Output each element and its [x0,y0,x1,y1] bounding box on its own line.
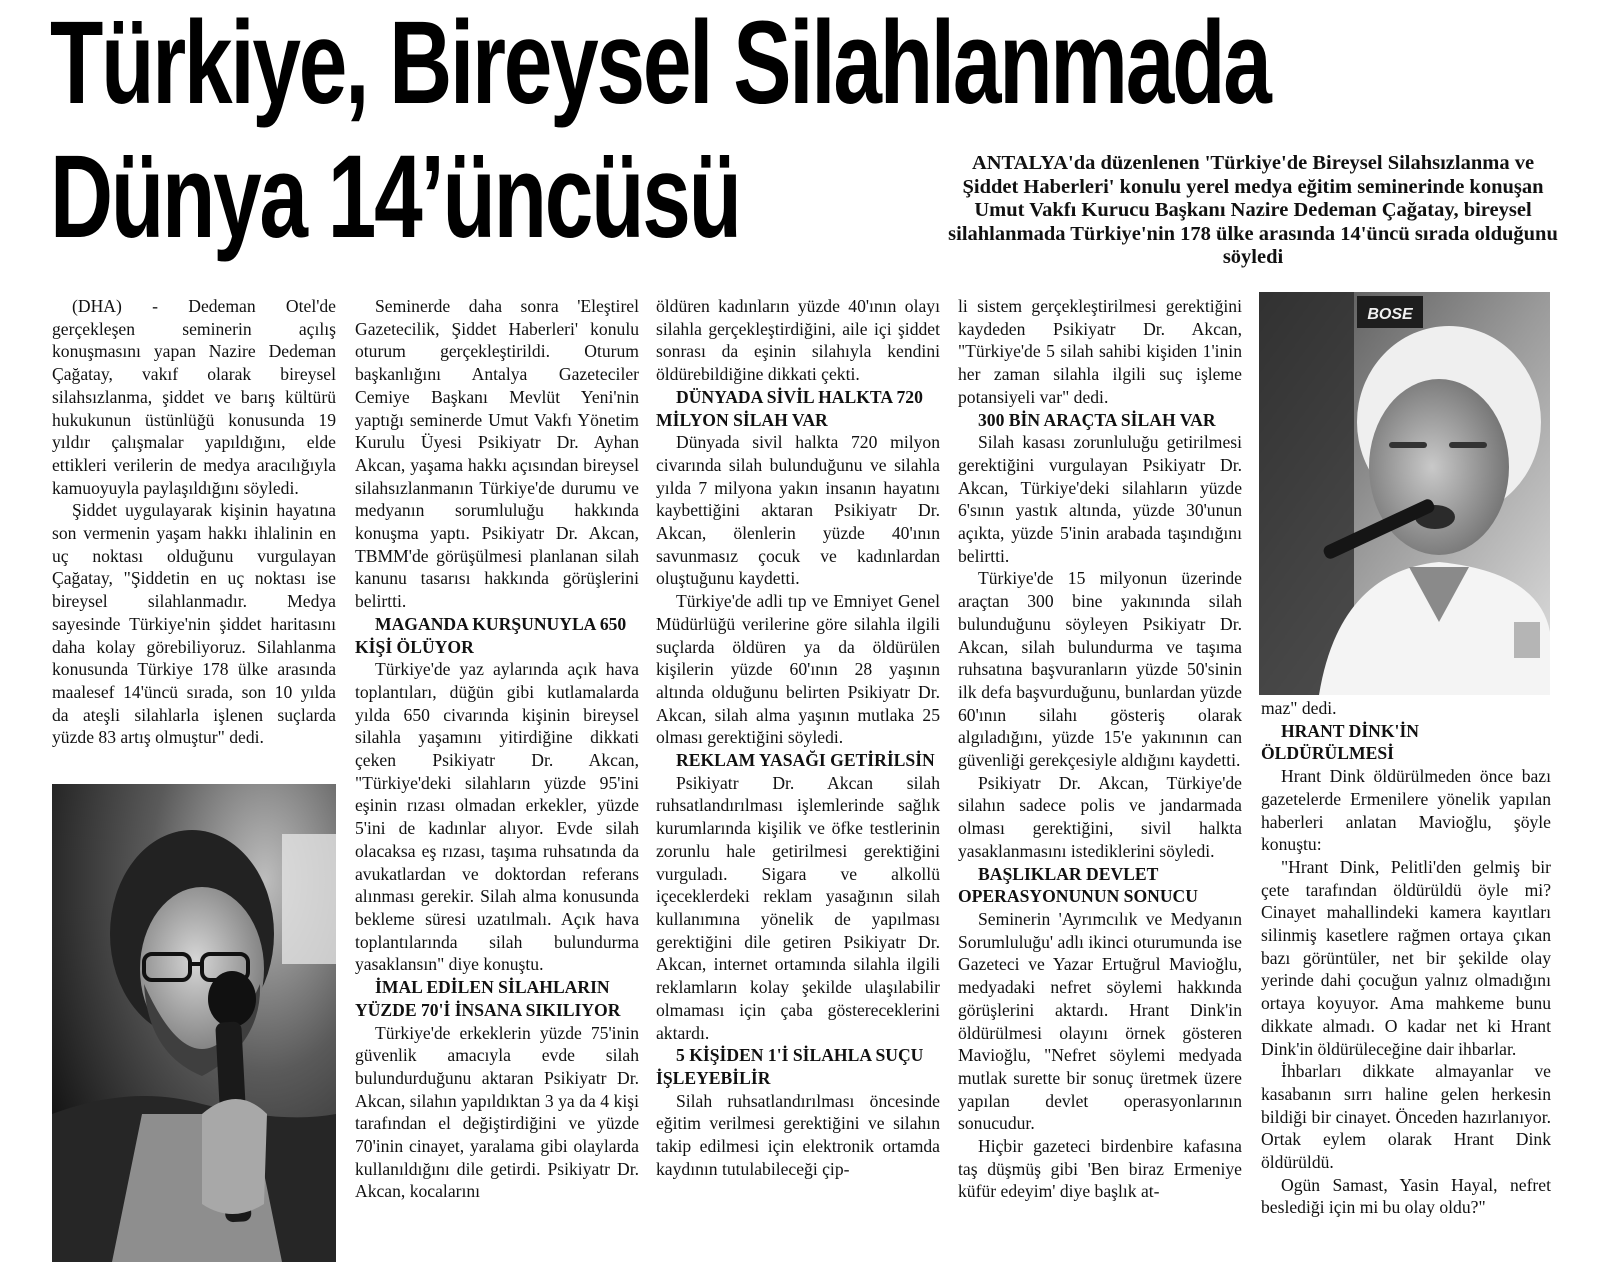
paragraph: Silah kasası zorunluluğu getirilmesi gerektiğini vurgulayan Psikiyatr Dr. Akcan, Türkiye'deki silahların yüzde 6'sının yastık altında, yüzde 30'unun açıkta, yüzde 5'inin arabada taşındığını belirtti. [958,432,1242,566]
paragraph: Türkiye'de erkeklerin yüzde 75'inin güvenlik amacıyla evde silah bulundurduğunu aktaran Psikiyatr Dr. Akcan, silahın yapıldıktan 3 ya da 4 kişi tarafından el değiştirdiğini ve yüzde 70'inin cinayet, yaralama gibi olaylarda kullanıldığını dile getirdi. Psikiyatr Dr. Akcan, kocalarını [355,1022,639,1202]
photo-speaker-woman [1259,292,1550,695]
column-2 [355,295,639,1203]
speaker-woman-illustration [1259,292,1550,695]
paragraph: Silah ruhsatlandırılması öncesinde eğitim verilmesi gerektiğini ve silahın takip edilmesi için elektronik ortamda kaydının tutulabileceği çip- [656,1090,940,1179]
paragraph: maz" dedi. [1261,698,1337,718]
subheading: REKLAM YASAĞI GETİRİLSİN [676,750,935,771]
paragraph: Seminerde daha sonra 'Eleştirel Gazetecilik, Şiddet Haberleri' konulu oturum gerçekleştirildi. Oturum başkanlığını Antalya Gazeteciler Cemiye Başkanı Mevlüt Yeni'nin yaptığı seminerde Umut Vakfı Yönetim Kurulu Üyesi Psikiyatr Dr. Ayhan Akcan, yaşama hakkı açısından bireysel silahsızlanmanın Türkiye'de durumu ve medyanın sorumluluğu hakkında konuşma yaptı. Psikiyatr Dr. Akcan, TBMM'de görüşülmesi planlanan silah kanunu tasarısı hakkında görüşlerini belirtti. [355,296,639,612]
column-3 [656,295,940,1180]
headline-line-2: Dünya 14’üncüsü [50,131,740,263]
paragraph: "Hrant Dink, Pelitli'den gelmiş bir çete tarafından öldürüldü öyle mi? Cinayet mahallindeki kamera kayıtları silinmiş kasetlere rağmen ortaya çıkan bazı görüntüler, net bir şekilde olay yerinde dahi çocuğun yalnız olmadığını ortaya koyuyor. Ama mahkeme bunu dikkate almadı. O kadar net ki Hrant Dink'in öldürüleceğine dair ihbarlar. [1261,856,1551,1059]
paragraph: öldüren kadınların yüzde 40'ının olayı silahla gerçekleştirdiğini, aile içi şiddet sonrası da eşinin silahıyla kendini öldürebildiğine dikkati çekti. [656,296,940,385]
subheading: 5 KİŞİDEN 1'İ SİLAHLA SUÇU İŞLEYEBİLİR [656,1045,924,1088]
bose-logo: BOSE [1367,306,1413,323]
paragraph: Hrant Dink öldürülmeden önce bazı gazetelerde Ermenilere yönelik yapılan haberleri anlatan Mavioğlu, şöyle konuştu: [1261,766,1551,855]
subheading: DÜNYADA SİVİL HALKTA 720 MİLYON SİLAH VAR [656,386,923,430]
paragraph: Dünyada sivil halkta 720 milyon civarında silah bulunduğunu ve silahla yılda 7 milyona yakın insanın hayatını kaybettiğini aktaran Psikiyatr Dr. Akcan, ölenlerin yüzde 40'ının savunmasız çocuk ve kadınlardan oluştuğunu kaydetti. [656,432,940,589]
paragraph: İhbarları dikkate almayanlar ve kasabanın sırrı haline gelen herkesin bildiği bir cinayet. Önceden hazırlanıyor. Ortak eylem olarak Hrant Dink öldürüldü. [1261,1061,1551,1173]
paragraph: Psikiyatr Dr. Akcan, Türkiye'de silahın sadece polis ve jandarmada olması gerektiğini, sivil halkta yasaklanmasını istediklerini söyledi. [958,772,1242,861]
paragraph: (DHA) - Dedeman Otel'de gerçekleşen seminerin açılış konuşmasını yapan Nazire Dedeman Çağatay, vakıf olarak bireysel silahsızlanma, şiddet ve barış kültürü hukukunun üstünlüğü konusunda 19 yıldır çalışmalar yapıldığını, elde ettikleri verilerin de medya aracılığıyla kamuoyuyla paylaşıldığını söyledi. [52,296,336,498]
paragraph: Psikiyatr Dr. Akcan silah ruhsatlandırılması işlemlerinde sağlık kurumlarında kişilik ve öfke testlerinin zorunlu hale getirilmesi gerektiğini vurguladı. Sigara ve alkollü içeceklerdeki reklam yasağının silah kullanımına yönelik de yapılması gerektiğini dile getiren Psikiyatr Dr. Akcan, internet ortamında silahla ilgili reklamların kolay şekilde ulaşılabilir olmaması için çaba göstereceklerini aktardı. [656,772,940,1043]
paragraph: Şiddet uygulayarak kişinin hayatına son vermenin yaşam hakkı ihlalinin en uç noktası olduğunu vurgulayan Çağatay, "Şiddetin en uç noktası ise bireysel silahlanmadır. Medya sayesinde Türkiye'nin şiddet haritasını daha kolay görebiliyoruz. Silahlanma konusunda Türkiye 178 ülke arasında maalesef 14'üncü sırada, son 10 yılda da ateşli silahlarla işlenen suçlarda yüzde 83 artış olmuştur" dedi. [52,500,336,748]
paragraph: li sistem gerçekleştirilmesi gerektiğini kaydeden Psikiyatr Dr. Akcan, "Türkiye'de 5 silah sahibi kişiden 1'inin her zaman silahla ilgili suç işleme potansiyeli var" dedi. [958,296,1242,407]
headline-line-1: Türkiye, Bireysel Silahlanmada [50,0,1270,129]
subheading: İMAL EDİLEN SİLAHLARIN YÜZDE 70'İ İNSANA SIKILIYOR [355,977,621,1020]
subheading: 300 BİN ARAÇTA SİLAH VAR [978,409,1216,430]
paragraph: Türkiye'de adli tıp ve Emniyet Genel Müdürlüğü verilerine göre silahla ilgili suçlarda öldüren ya da öldürülen kişilerin yüzde 60'ının 28 yaşının altında olduğunu belirten Psikiyatr Dr. Akcan, silah alma yaşının mutlaka 25 olması gerektiğini söyledi. [656,591,940,748]
paragraph: Seminerin 'Ayrımcılık ve Medyanın Sorumluluğu' adlı ikinci oturumunda ise Gazeteci ve Yazar Ertuğrul Mavioğlu, medyadaki nefret söylemi hakkında görüşlerini aktardı. Hrant Dink'in öldürülmesi olayını örnek gösteren Mavioğlu, "Nefret söylemi medyada mutlak surette bir sonuç üretmek üzere yapılan devlet operasyonlarının sonucudur. [958,908,1242,1134]
paragraph: Ogün Samast, Yasin Hayal, nefret beslediği için mi bu olay oldu?" [1261,1174,1551,1218]
paragraph: Hiçbir gazeteci birdenbire kafasına taş düşmüş gibi 'Ben biraz Ermeniye küfür edeyim' diye başlık at- [958,1136,1242,1202]
subheading: MAGANDA KURŞUNUYLA 650 KİŞİ ÖLÜYOR [355,613,627,657]
column-4 [958,295,1242,1203]
paragraph: Türkiye'de 15 milyonun üzerinde araçtan 300 bine yakınında silah bulunduğunu söyleyen Psikiyatr Dr. Akcan, silah bulundurma ve taşıma ruhsatına başvuranların yüzde 50'sinin ilk defa başvurduğunu, bunlardan yüzde 60'ının silahı gösteriş olarak algıladığını, yüzde 15'e yakınının can güvenliği gerekçesiyle aldığını kaydetti. [958,568,1242,771]
photo-speaker-man [52,784,336,1262]
subheading: HRANT DİNK'İN ÖLDÜRÜLMESİ [1261,720,1420,764]
lead-paragraph: ANTALYA'da düzenlenen 'Türkiye'de Bireysel Silahsızlanma ve Şiddet Haberleri' konulu yerel medya eğitim seminerinde konuşan Umut Vakfı Kurucu Başkanı Nazire Dedeman Çağatay, bireysel silahlanmada Türkiye'nin 178 ülke arasında 14'üncü sırada olduğunu söyledi [948,152,1558,269]
paragraph: Türkiye'de yaz aylarında açık hava toplantıları, düğün gibi kutlamalarda yılda 650 civarında kişinin bireysel silahla yaşamını yitirdiğine dikkati çeken Psikiyatr Dr. Akcan, "Türkiye'deki silahların yüzde 95'ini eşinin rızası olmadan erkekler, yüzde 5'ini de kadınlar alıyor. Evde silah olacaksa eş rızası, taşıma ruhsatında da avukatlardan ve doktordan referans alınması gerekir. Silah alma konusunda bekleme süresi uzatılmalı. Açık hava toplantılarında silah bulundurma yasaklansın" diye konuştu. [355,659,639,975]
subheading: BAŞLIKLAR DEVLET OPERASYONUNUN SONUCU [958,863,1198,907]
column-1 [52,295,336,749]
column-5 [1261,697,1551,1219]
speaker-man-illustration [52,784,336,1262]
